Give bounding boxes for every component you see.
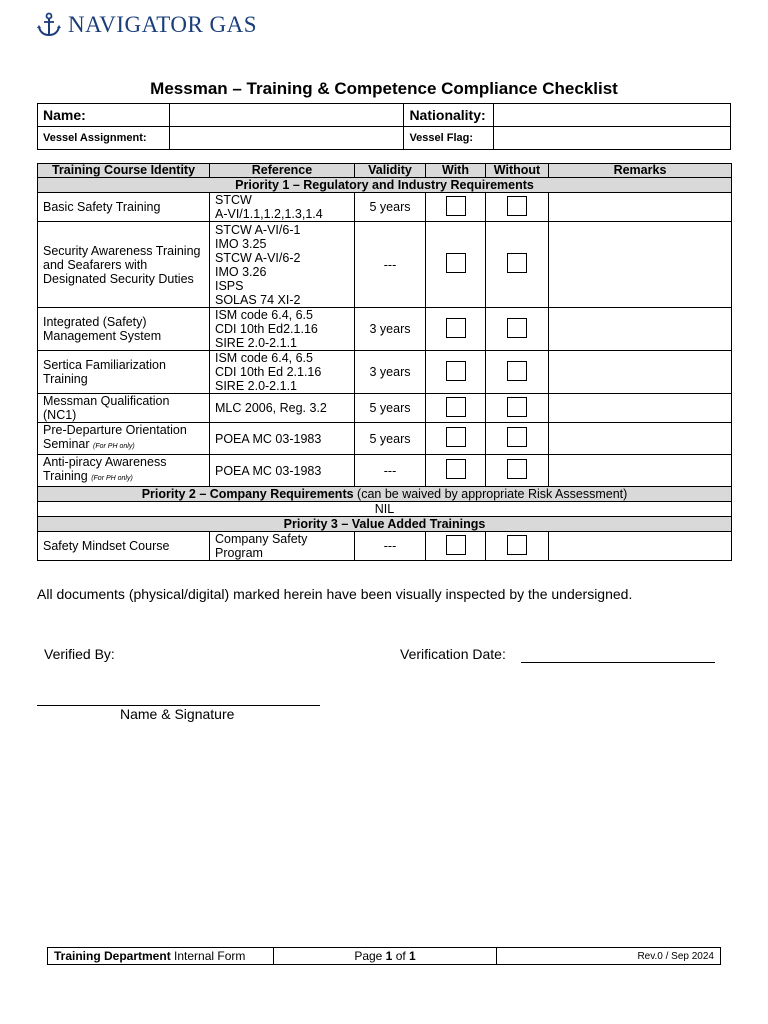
validity-cell: 3 years	[355, 308, 426, 351]
table-row	[38, 308, 732, 351]
reference-line: STCW A-VI/6-2	[215, 250, 301, 265]
footer-dept-normal: Internal Form	[170, 949, 246, 963]
table-row	[38, 394, 732, 423]
footer-page	[273, 948, 497, 965]
course-name: Messman Qualification (NC1)	[43, 394, 170, 422]
training-checklist-table	[37, 163, 732, 561]
priority-3-row	[38, 517, 732, 532]
without-cell	[486, 308, 549, 351]
reference-line: CDI 10th Ed2.1.16	[215, 322, 318, 336]
remarks-cell[interactable]	[549, 394, 732, 423]
reference-line: ISM code 6.4, 6.5	[215, 308, 313, 322]
inspection-statement: All documents (physical/digital) marked herein have been visually inspected by the undersigned.	[37, 586, 633, 602]
without-checkbox[interactable]	[507, 427, 527, 447]
table-header-row	[38, 164, 732, 178]
course-name: Pre-Departure Orientation Seminar	[43, 423, 187, 451]
priority-1-label: Priority 1 – Regulatory and Industry Requirements	[38, 178, 732, 193]
without-checkbox[interactable]	[507, 459, 527, 479]
with-cell	[426, 423, 486, 455]
without-checkbox[interactable]	[507, 535, 527, 555]
footer-page-total: 1	[409, 949, 416, 963]
priority-2-note: (can be waived by appropriate Risk Assessment)	[353, 487, 628, 501]
with-cell	[426, 222, 486, 308]
table-row	[38, 423, 732, 455]
priority-1-row	[38, 178, 732, 193]
reference-line: IMO 3.25	[215, 236, 267, 251]
reference-line: MLC 2006, Reg. 3.2	[215, 401, 327, 415]
reference-line: A-VI/1.1,1.2,1.3,1.4	[215, 207, 323, 221]
with-checkbox[interactable]	[446, 361, 466, 381]
with-cell	[426, 193, 486, 222]
footer-page-num: 1	[385, 949, 393, 963]
without-cell	[486, 423, 549, 455]
reference-line: Program	[215, 546, 263, 560]
with-cell	[426, 351, 486, 394]
footer-dept-bold: Training Department	[54, 949, 171, 963]
without-cell	[486, 394, 549, 423]
with-checkbox[interactable]	[446, 253, 466, 273]
priority-2-label	[38, 487, 732, 502]
table-row	[38, 351, 732, 394]
validity-cell: ---	[355, 532, 426, 561]
course-cell	[38, 455, 210, 487]
course-name: Anti-piracy Awareness Training	[43, 455, 167, 483]
validity-cell: 5 years	[355, 423, 426, 455]
course-cell	[38, 308, 210, 351]
verified-by-label: Verified By:	[44, 646, 115, 662]
course-cell	[38, 193, 210, 222]
priority-2-row	[38, 487, 732, 502]
reference-cell	[210, 193, 355, 222]
nationality-label: Nationality:	[404, 104, 494, 127]
footer-page-prefix: Page	[354, 949, 386, 963]
footer-department	[48, 948, 274, 965]
verification-date-field[interactable]	[521, 662, 715, 663]
course-name: Integrated (Safety) Management System	[43, 315, 162, 343]
course-cell	[38, 423, 210, 455]
without-cell	[486, 193, 549, 222]
remarks-cell[interactable]	[549, 222, 732, 308]
with-checkbox[interactable]	[446, 196, 466, 216]
for-ph-only-note: (For PH only)	[91, 475, 133, 482]
course-name: Safety Mindset Course	[43, 539, 170, 553]
with-checkbox[interactable]	[446, 318, 466, 338]
course-cell	[38, 351, 210, 394]
vessel-flag-field[interactable]	[494, 127, 731, 150]
without-checkbox[interactable]	[507, 361, 527, 381]
footer-page-of: of	[392, 949, 410, 963]
reference-cell	[210, 455, 355, 487]
remarks-cell[interactable]	[549, 423, 732, 455]
logo-text: NAVIGATOR GAS	[68, 12, 258, 37]
remarks-cell[interactable]	[549, 532, 732, 561]
page-title: Messman – Training & Competence Compliance Checklist	[150, 79, 618, 98]
course-name: Basic Safety Training	[43, 200, 161, 214]
with-cell	[426, 394, 486, 423]
col-header-reference: Reference	[210, 164, 355, 178]
without-cell	[486, 532, 549, 561]
remarks-cell[interactable]	[549, 351, 732, 394]
reference-line: POEA MC 03-1983	[215, 463, 322, 478]
reference-line: STCW A-VI/6-1	[215, 222, 301, 237]
table-row	[38, 193, 732, 222]
col-header-validity: Validity	[355, 164, 426, 178]
reference-cell	[210, 222, 355, 308]
col-header-remarks: Remarks	[549, 164, 732, 178]
name-field[interactable]	[169, 104, 404, 127]
with-checkbox[interactable]	[446, 459, 466, 479]
reference-line: SIRE 2.0-2.1.1	[215, 336, 297, 350]
vessel-flag-label: Vessel Flag:	[404, 127, 494, 150]
validity-cell: 5 years	[355, 394, 426, 423]
reference-cell	[210, 351, 355, 394]
reference-line: CDI 10th Ed 2.1.16	[215, 365, 322, 379]
personal-info-table	[37, 103, 731, 150]
name-signature-label: Name & Signature	[120, 706, 235, 722]
course-cell	[38, 394, 210, 423]
reference-cell	[210, 532, 355, 561]
validity-cell: 5 years	[355, 193, 426, 222]
course-cell	[38, 222, 210, 308]
for-ph-only-note: (For PH only)	[93, 443, 135, 450]
reference-line: SOLAS 74 XI-2	[215, 292, 301, 307]
nationality-field[interactable]	[494, 104, 731, 127]
without-cell	[486, 351, 549, 394]
vessel-assignment-label: Vessel Assignment:	[38, 127, 170, 150]
without-checkbox[interactable]	[507, 196, 527, 216]
priority-3-label: Priority 3 – Value Added Trainings	[38, 517, 732, 532]
without-checkbox[interactable]	[507, 397, 527, 417]
table-row	[38, 532, 732, 561]
course-name: Security Awareness Training and Seafarers with Designated Security Duties	[43, 243, 201, 286]
course-cell	[38, 532, 210, 561]
with-cell	[426, 308, 486, 351]
with-checkbox[interactable]	[446, 427, 466, 447]
verification-date-label: Verification Date:	[400, 646, 506, 662]
name-label: Name:	[38, 104, 170, 127]
reference-line: IMO 3.26	[215, 264, 267, 279]
table-row	[38, 455, 732, 487]
remarks-cell[interactable]	[549, 455, 732, 487]
reference-cell	[210, 308, 355, 351]
reference-line: ISPS	[215, 278, 244, 293]
without-cell	[486, 222, 549, 308]
validity-cell: ---	[355, 222, 426, 308]
remarks-cell[interactable]	[549, 308, 732, 351]
without-cell	[486, 455, 549, 487]
company-logo	[36, 12, 257, 38]
col-header-without: Without	[486, 164, 549, 178]
priority-2-nil-row	[38, 502, 732, 517]
vessel-assignment-field[interactable]	[169, 127, 404, 150]
reference-line: ISM code 6.4, 6.5	[215, 351, 313, 365]
with-checkbox[interactable]	[446, 535, 466, 555]
with-cell	[426, 455, 486, 487]
reference-cell	[210, 423, 355, 455]
col-header-with: With	[426, 164, 486, 178]
reference-line: STCW	[215, 193, 252, 207]
reference-line: POEA MC 03-1983	[215, 431, 322, 446]
validity-cell: ---	[355, 455, 426, 487]
validity-cell: 3 years	[355, 351, 426, 394]
without-checkbox[interactable]	[507, 253, 527, 273]
remarks-cell[interactable]	[549, 193, 732, 222]
nil-label: NIL	[38, 502, 732, 517]
form-footer	[47, 947, 721, 965]
course-name: Sertica Familiarization Training	[43, 358, 166, 386]
with-cell	[426, 532, 486, 561]
footer-revision: Rev.0 / Sep 2024	[497, 948, 721, 965]
reference-line: SIRE 2.0-2.1.1	[215, 379, 297, 393]
without-checkbox[interactable]	[507, 318, 527, 338]
col-header-course: Training Course Identity	[38, 164, 210, 178]
table-row	[38, 222, 732, 308]
anchor-icon	[36, 12, 62, 38]
with-checkbox[interactable]	[446, 397, 466, 417]
reference-cell	[210, 394, 355, 423]
priority-2-bold: Priority 2 – Company Requirements	[141, 487, 354, 501]
reference-line: Company Safety	[215, 532, 308, 546]
